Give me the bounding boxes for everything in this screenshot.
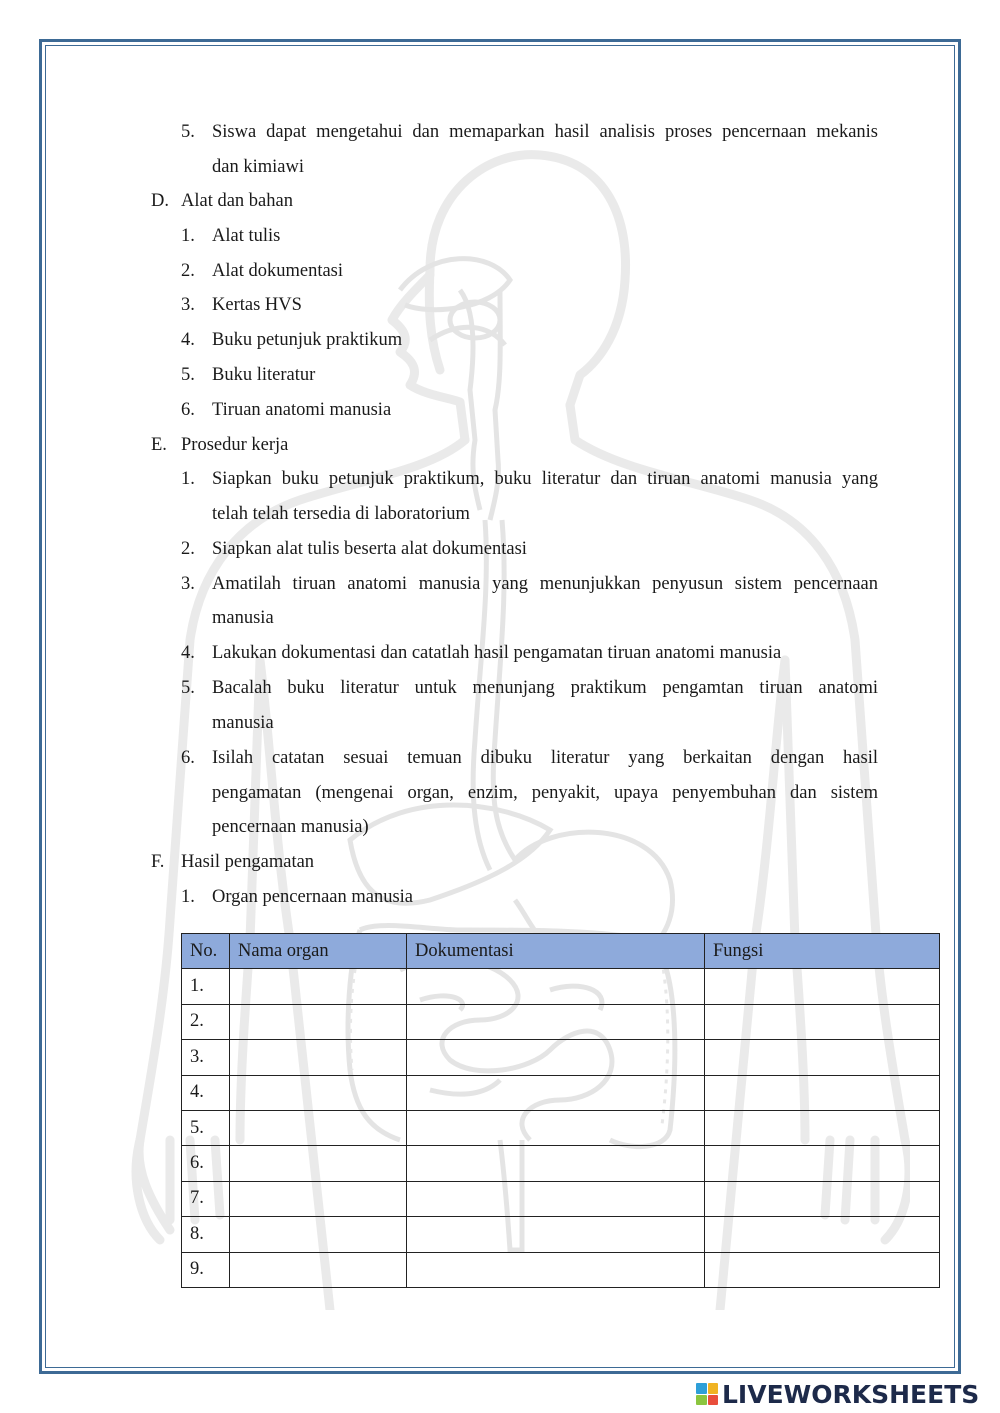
list-text: Alat dokumentasi [212, 261, 344, 281]
organ-name-cell[interactable] [230, 1004, 407, 1039]
header-dokumentasi: Dokumentasi [407, 934, 705, 969]
liveworksheets-branding[interactable] [696, 1380, 979, 1408]
row-number: 4. [182, 1075, 230, 1110]
observation-table [181, 933, 940, 1288]
table-row [182, 1252, 940, 1287]
documentation-cell[interactable] [407, 1004, 705, 1039]
row-number: 7. [182, 1181, 230, 1216]
organ-name-cell[interactable] [230, 969, 407, 1004]
procedure-text-cont: pencernaan manusia) [212, 817, 369, 837]
row-number: 2. [182, 1004, 230, 1039]
table-row [182, 969, 940, 1004]
list-number: 4. [181, 330, 195, 350]
procedure-text: Isilah catatan sesuai temuan dibuku literatur yang berkaitan dengan hasil [212, 748, 878, 768]
section-title: Hasil pengamatan [181, 852, 315, 872]
organ-name-cell[interactable] [230, 1146, 407, 1181]
procedure-text-cont: manusia [212, 608, 274, 628]
section-title: Prosedur kerja [181, 435, 289, 455]
objective-text: Siswa dapat mengetahui dan memaparkan hasil analisis proses pencernaan mekanis [212, 122, 878, 142]
documentation-cell[interactable] [407, 1146, 705, 1181]
list-number: 2. [181, 539, 195, 559]
function-cell[interactable] [705, 1181, 940, 1216]
row-number: 3. [182, 1040, 230, 1075]
section-letter: F. [151, 852, 165, 872]
procedure-text-cont: pengamatan (mengenai organ, enzim, penyakit, upaya penyembuhan dan sistem [212, 783, 878, 803]
brand-name: LIVEWORKSHEETS [722, 1379, 980, 1409]
function-cell[interactable] [705, 1110, 940, 1145]
table-row [182, 1075, 940, 1110]
procedure-text-cont: telah telah tersedia di laboratorium [212, 504, 470, 524]
section-letter: E. [151, 435, 167, 455]
function-cell[interactable] [705, 1217, 940, 1252]
list-text: Buku literatur [212, 365, 316, 385]
row-number: 1. [182, 969, 230, 1004]
procedure-text: Lakukan dokumentasi dan catatlah hasil pengamatan tiruan anatomi manusia [212, 643, 782, 663]
table-row [182, 1110, 940, 1145]
documentation-cell[interactable] [407, 1252, 705, 1287]
row-number: 6. [182, 1146, 230, 1181]
header-no: No. [182, 934, 230, 969]
list-text: Alat tulis [212, 226, 281, 246]
section-letter: D. [151, 191, 169, 211]
table-row [182, 1040, 940, 1075]
header-fungsi: Fungsi [705, 934, 940, 969]
procedure-text-cont: manusia [212, 713, 274, 733]
list-text: Kertas HVS [212, 295, 302, 315]
procedure-text: Siapkan buku petunjuk praktikum, buku literatur dan tiruan anatomi manusia yang [212, 469, 878, 489]
organ-name-cell[interactable] [230, 1181, 407, 1216]
list-number: 6. [181, 748, 195, 768]
list-text: Buku petunjuk praktikum [212, 330, 403, 350]
list-number: 3. [181, 295, 195, 315]
documentation-cell[interactable] [407, 1181, 705, 1216]
procedure-text: Amatilah tiruan anatomi manusia yang menunjukkan penyusun sistem pencernaan [212, 574, 878, 594]
organ-name-cell[interactable] [230, 1252, 407, 1287]
liveworksheets-logo-icon [696, 1383, 718, 1405]
list-number: 2. [181, 261, 195, 281]
section-title: Alat dan bahan [181, 191, 293, 211]
list-number: 1. [181, 469, 195, 489]
procedure-text: Siapkan alat tulis beserta alat dokumentasi [212, 539, 527, 559]
row-number: 9. [182, 1252, 230, 1287]
list-number: 3. [181, 574, 195, 594]
subsection-title: Organ pencernaan manusia [212, 887, 414, 907]
table-row [182, 1181, 940, 1216]
function-cell[interactable] [705, 1146, 940, 1181]
function-cell[interactable] [705, 1004, 940, 1039]
row-number: 5. [182, 1110, 230, 1145]
function-cell[interactable] [705, 1040, 940, 1075]
function-cell[interactable] [705, 969, 940, 1004]
documentation-cell[interactable] [407, 1217, 705, 1252]
documentation-cell[interactable] [407, 1075, 705, 1110]
table-row [182, 1217, 940, 1252]
organ-name-cell[interactable] [230, 1040, 407, 1075]
organ-name-cell[interactable] [230, 1075, 407, 1110]
list-text: Tiruan anatomi manusia [212, 400, 392, 420]
objective-number: 5. [181, 122, 195, 142]
list-number: 5. [181, 678, 195, 698]
list-number: 4. [181, 643, 195, 663]
documentation-cell[interactable] [407, 1110, 705, 1145]
objective-text-cont: dan kimiawi [212, 157, 304, 177]
table-row [182, 1146, 940, 1181]
function-cell[interactable] [705, 1075, 940, 1110]
function-cell[interactable] [705, 1252, 940, 1287]
header-nama-organ: Nama organ [230, 934, 407, 969]
list-number: 1. [181, 226, 195, 246]
table-row [182, 1004, 940, 1039]
list-number: 5. [181, 365, 195, 385]
organ-name-cell[interactable] [230, 1217, 407, 1252]
organ-name-cell[interactable] [230, 1110, 407, 1145]
documentation-cell[interactable] [407, 1040, 705, 1075]
documentation-cell[interactable] [407, 969, 705, 1004]
row-number: 8. [182, 1217, 230, 1252]
list-number: 6. [181, 400, 195, 420]
procedure-text: Bacalah buku literatur untuk menunjang praktikum pengamtan tiruan anatomi [212, 678, 878, 698]
list-number: 1. [181, 887, 195, 907]
table-header-row [182, 934, 940, 969]
